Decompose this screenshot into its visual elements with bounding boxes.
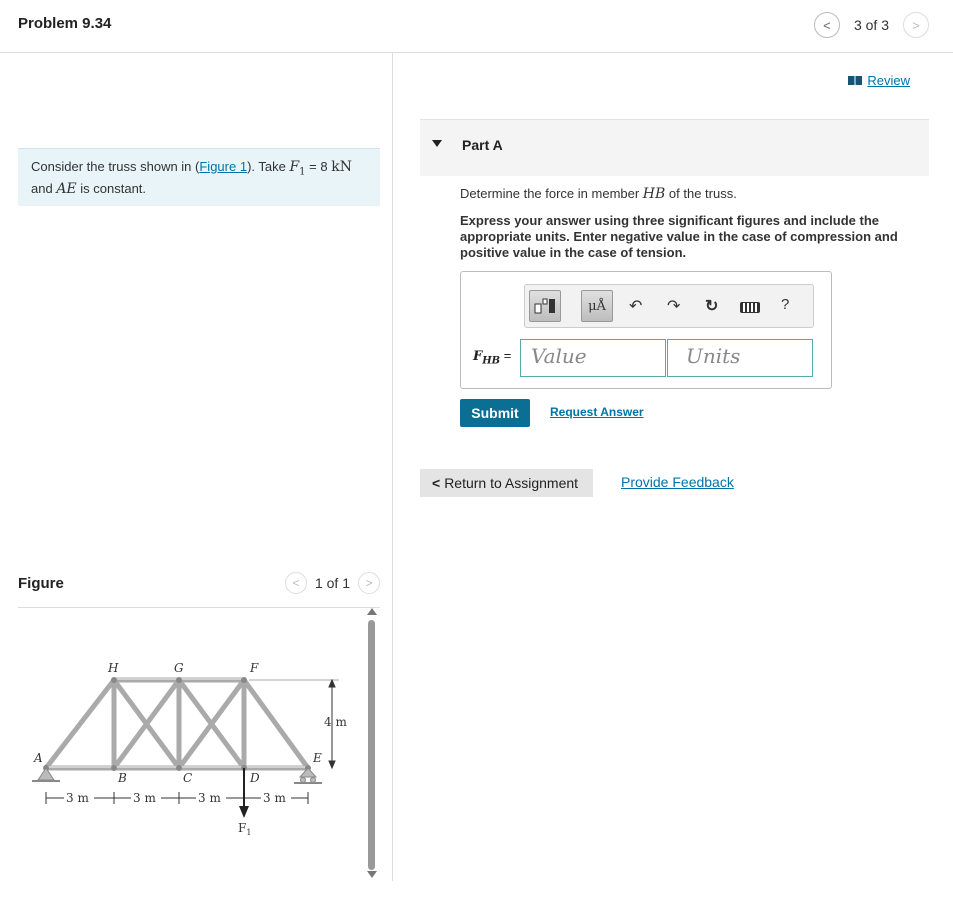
- load-arrow-f1: [239, 768, 249, 818]
- submit-button[interactable]: Submit: [460, 399, 530, 427]
- review-label: Review: [867, 73, 910, 88]
- chevron-left-icon: <: [432, 475, 441, 491]
- var-hb: HB: [642, 186, 666, 202]
- joint-label-g: G: [174, 661, 184, 675]
- span-label-de: 3 m: [263, 791, 286, 805]
- prompt-text: and: [31, 180, 57, 196]
- next-figure-button[interactable]: [358, 572, 380, 594]
- question-text-part: Determine the force in member: [460, 186, 643, 201]
- figure-link[interactable]: Figure 1: [199, 159, 248, 174]
- span-label-bc: 3 m: [133, 791, 156, 805]
- question-text: [460, 186, 737, 202]
- prompt-value: = 8: [305, 159, 332, 174]
- truss-members: [46, 680, 308, 768]
- var-f-subscript: 1: [299, 166, 306, 178]
- next-problem-button[interactable]: [903, 12, 929, 38]
- problem-statement: [18, 148, 380, 206]
- joint-label-b: B: [118, 771, 127, 785]
- review-link[interactable]: [848, 73, 910, 88]
- joint-label-c: C: [183, 771, 193, 785]
- undo-icon[interactable]: ↶: [629, 298, 643, 315]
- request-answer-link[interactable]: Request Answer: [550, 405, 644, 419]
- problem-header: [0, 0, 953, 53]
- joint-label-e: E: [313, 751, 322, 765]
- keyboard-icon[interactable]: [740, 302, 760, 313]
- var-ae: AE: [56, 180, 77, 197]
- part-a-header[interactable]: [420, 119, 929, 176]
- template-icon: [534, 298, 556, 314]
- units-icon: μÅ: [588, 298, 606, 314]
- chevron-left-icon: <: [823, 17, 831, 33]
- part-title: Part A: [462, 137, 503, 153]
- prompt-text: is constant.: [76, 180, 147, 196]
- math-toolbar: [524, 284, 814, 328]
- chevron-right-icon: >: [365, 576, 373, 590]
- joint-label-f: F: [250, 661, 259, 675]
- span-label-ab: 3 m: [66, 791, 89, 805]
- joint-label-h: H: [108, 661, 119, 675]
- prev-problem-button[interactable]: [814, 12, 840, 38]
- units-input[interactable]: Units: [667, 339, 813, 377]
- template-button[interactable]: [529, 290, 561, 322]
- scroll-up-icon[interactable]: [367, 608, 377, 615]
- question-text-part: of the truss.: [665, 186, 737, 201]
- joint-label-a: A: [34, 751, 43, 765]
- member-fe: [244, 680, 308, 768]
- member-ah: [46, 680, 114, 768]
- figure-header: [18, 572, 380, 608]
- problem-pager-text: 3 of 3: [853, 17, 889, 33]
- var-f: F: [289, 159, 300, 175]
- answer-instructions: Express your answer using three significant figures and include the appropriate units. Enter negative value in the case of compression and positive value in the case of tension.: [460, 213, 898, 260]
- reset-icon[interactable]: ↻: [705, 298, 719, 315]
- unit-kn: kN: [331, 159, 352, 175]
- scroll-down-icon[interactable]: [367, 871, 377, 878]
- figure-pager: [285, 572, 380, 594]
- figure-pager-text: 1 of 1: [314, 575, 350, 591]
- chevron-right-icon: >: [912, 17, 920, 33]
- problem-title: Problem 9.34: [18, 15, 112, 32]
- figure-label: Figure: [18, 575, 64, 592]
- units-button[interactable]: [581, 290, 613, 322]
- redo-icon[interactable]: ↷: [667, 298, 681, 315]
- caret-down-icon: [432, 140, 442, 147]
- load-label: $F_1$: [238, 821, 252, 837]
- chevron-left-icon: <: [292, 576, 300, 590]
- value-input[interactable]: Value: [520, 339, 666, 377]
- return-label: Return to Assignment: [444, 475, 579, 491]
- span-label-cd: 3 m: [198, 791, 221, 805]
- answer-box: [460, 271, 832, 389]
- book-icon: [848, 76, 862, 85]
- return-to-assignment-button[interactable]: [420, 469, 593, 497]
- figure-scrollbar[interactable]: [366, 608, 378, 878]
- joint-label-d: D: [250, 771, 260, 785]
- answer-label: $F_{HB}$ =: [473, 348, 512, 367]
- height-label: 4 m: [324, 715, 347, 729]
- scroll-thumb[interactable]: [368, 620, 375, 870]
- help-icon[interactable]: ?: [781, 296, 790, 313]
- right-panel: [394, 53, 953, 881]
- truss-figure: [14, 656, 347, 906]
- prompt-text: ). Take: [247, 159, 290, 174]
- provide-feedback-link[interactable]: Provide Feedback: [621, 474, 734, 490]
- prev-figure-button[interactable]: [285, 572, 307, 594]
- prompt-text: Consider the truss shown in (: [31, 159, 200, 174]
- problem-pager: [814, 12, 929, 38]
